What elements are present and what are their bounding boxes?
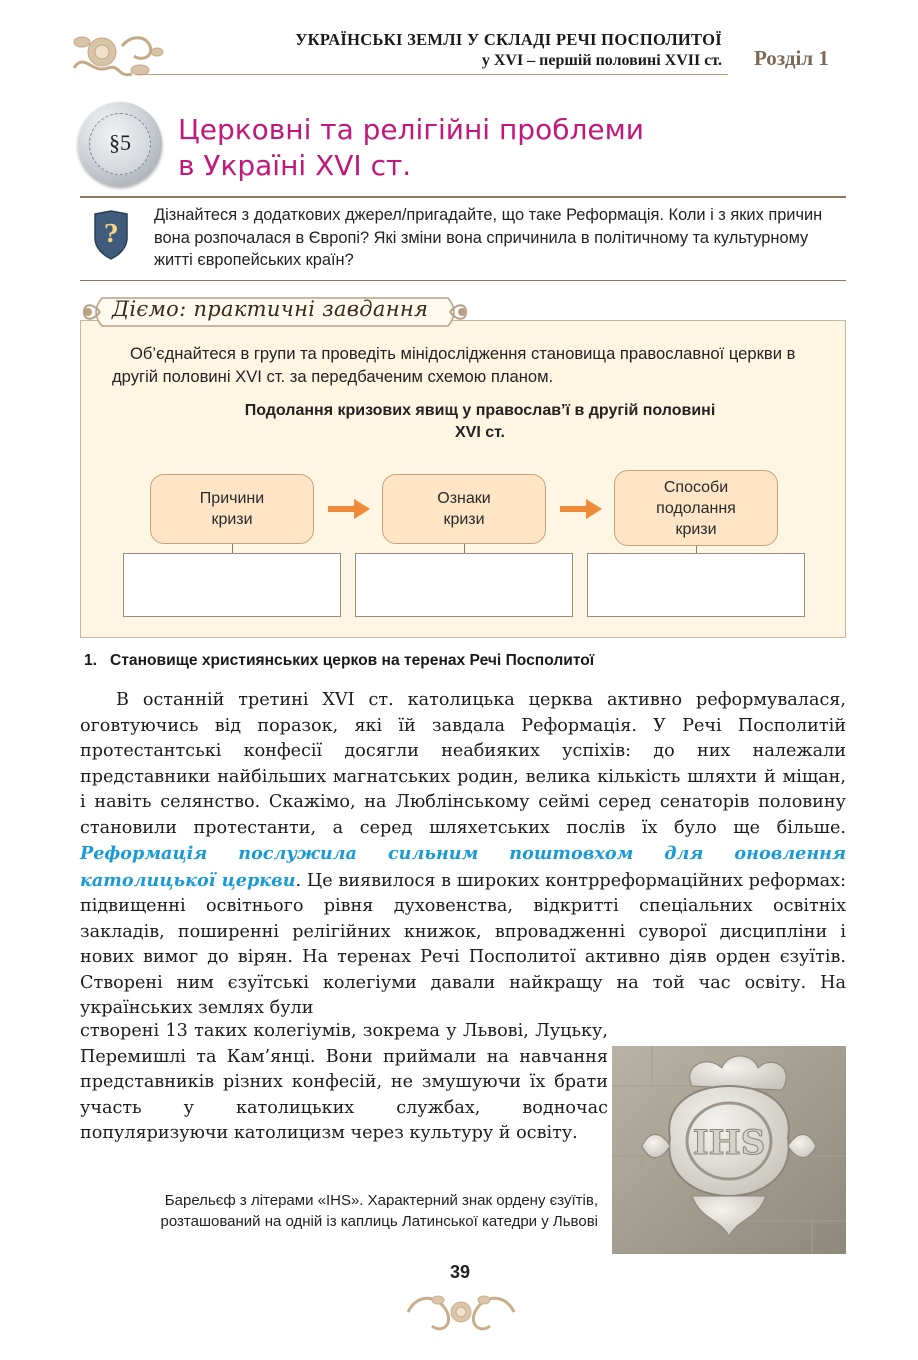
svg-text:IHS: IHS [692, 1123, 766, 1163]
practice-banner-title: Діємо: практичні завдання [112, 297, 429, 321]
title-divider [80, 196, 846, 198]
body-text: В останній третині XVI ст. католицька церква активно реформувалася, оговтуючись від поразок, які їй завдала Реформація. У Речі Посполитій протестантські конфесії досягли неабияких успіхів: до них належали представники найбільших магнатських родин, велика кількість шляхти й міщан, і навіть селянство. Скажімо, на Люблінському сеймі серед сенаторів половину становили протестанти, а серед шляхетських послів їх було ще більше. [80, 690, 846, 838]
floral-ornament-icon [62, 22, 182, 86]
ihs-bas-relief-image [612, 1046, 846, 1254]
body-text: . Це виявилося в широких контрреформаційних реформах: підвищенні освітнього рівня духовенства, відкритті спеціальних освітніх закладів, поширенні релігійних книжок, впровадженні суворої дисципліни і нових вимог до вірян. На теренах Речі Посполитої активно діяв орден єзуїтів. Створені ним єзуїтські колегіуми давали найкращу на той час освіту. На українських землях були [80, 870, 847, 1018]
floral-ornament-icon [398, 1282, 524, 1340]
section-label: Розділ 1 [754, 46, 829, 70]
scheme-stage-solutions: Способи подолання кризи [614, 470, 778, 546]
arrow-right-icon [560, 499, 602, 519]
svg-text:?: ? [103, 219, 119, 248]
arrow-right-icon [328, 499, 370, 519]
practice-task-text: Об’єднайтеся в групи та проведіть мінідослідження становища православної церкви в другій половині XVI ст. за передбаченим схемою планом. [112, 344, 796, 386]
scheme-title: Подолання кризових явищ у православ’ї в другій половині XVI ст. [244, 402, 716, 441]
header-title: УКРАЇНСЬКІ ЗЕМЛІ У СКЛАДІ РЕЧІ ПОСПОЛИТОЇ [295, 30, 722, 49]
highlighted-statement: Реформація послужила сильним поштовхом для оновлення католицької церкви [80, 843, 846, 891]
question-divider [80, 280, 846, 281]
body-paragraph-continued: створені 13 таких колегіумів, зокрема у Львові, Луцьку, Перемишлі та Кам’янці. Вони приймали на навчання представників різних конфесій, не змушуючи їх брати участь у католицьких службах, водночас популяризуючи католицизм через культуру й освіту. [80, 1021, 608, 1143]
scheme-answer-box [587, 553, 805, 617]
body-paragraph [80, 688, 846, 1022]
question-shield-icon [92, 210, 130, 260]
image-caption: Барельєф з літерами «IHS». Характерний знак ордену єзуїтів, розташований на одній із каплиць Латинської катедри у Львові [160, 1192, 598, 1230]
section-heading: 1. Становище християнських церков на теренах Речі Посполитої [84, 652, 595, 669]
question-text: Дізнайтеся з додаткових джерел/пригадайте, що таке Реформація. Коли і з яких причин вона розпочалася в Європі? Які зміни вона спричинила в політичному та культурному житті європейських країн? [154, 206, 823, 269]
scheme-answer-box [355, 553, 573, 617]
page-title [178, 112, 644, 184]
header-subtitle: у XVI – першій половині XVII ст. [481, 52, 722, 69]
page-number: 39 [449, 1262, 471, 1282]
title-line-1: Церковні та релігійні проблеми [178, 113, 644, 146]
scheme-stage-signs: Ознаки кризи [382, 474, 546, 544]
header-divider [136, 74, 728, 75]
scheme-stage-causes: Причини кризи [150, 474, 314, 544]
paragraph-badge [78, 102, 162, 186]
paragraph-number: §5 [109, 130, 131, 155]
scheme-answer-box [123, 553, 341, 617]
title-line-2: в Україні XVI ст. [178, 149, 412, 182]
